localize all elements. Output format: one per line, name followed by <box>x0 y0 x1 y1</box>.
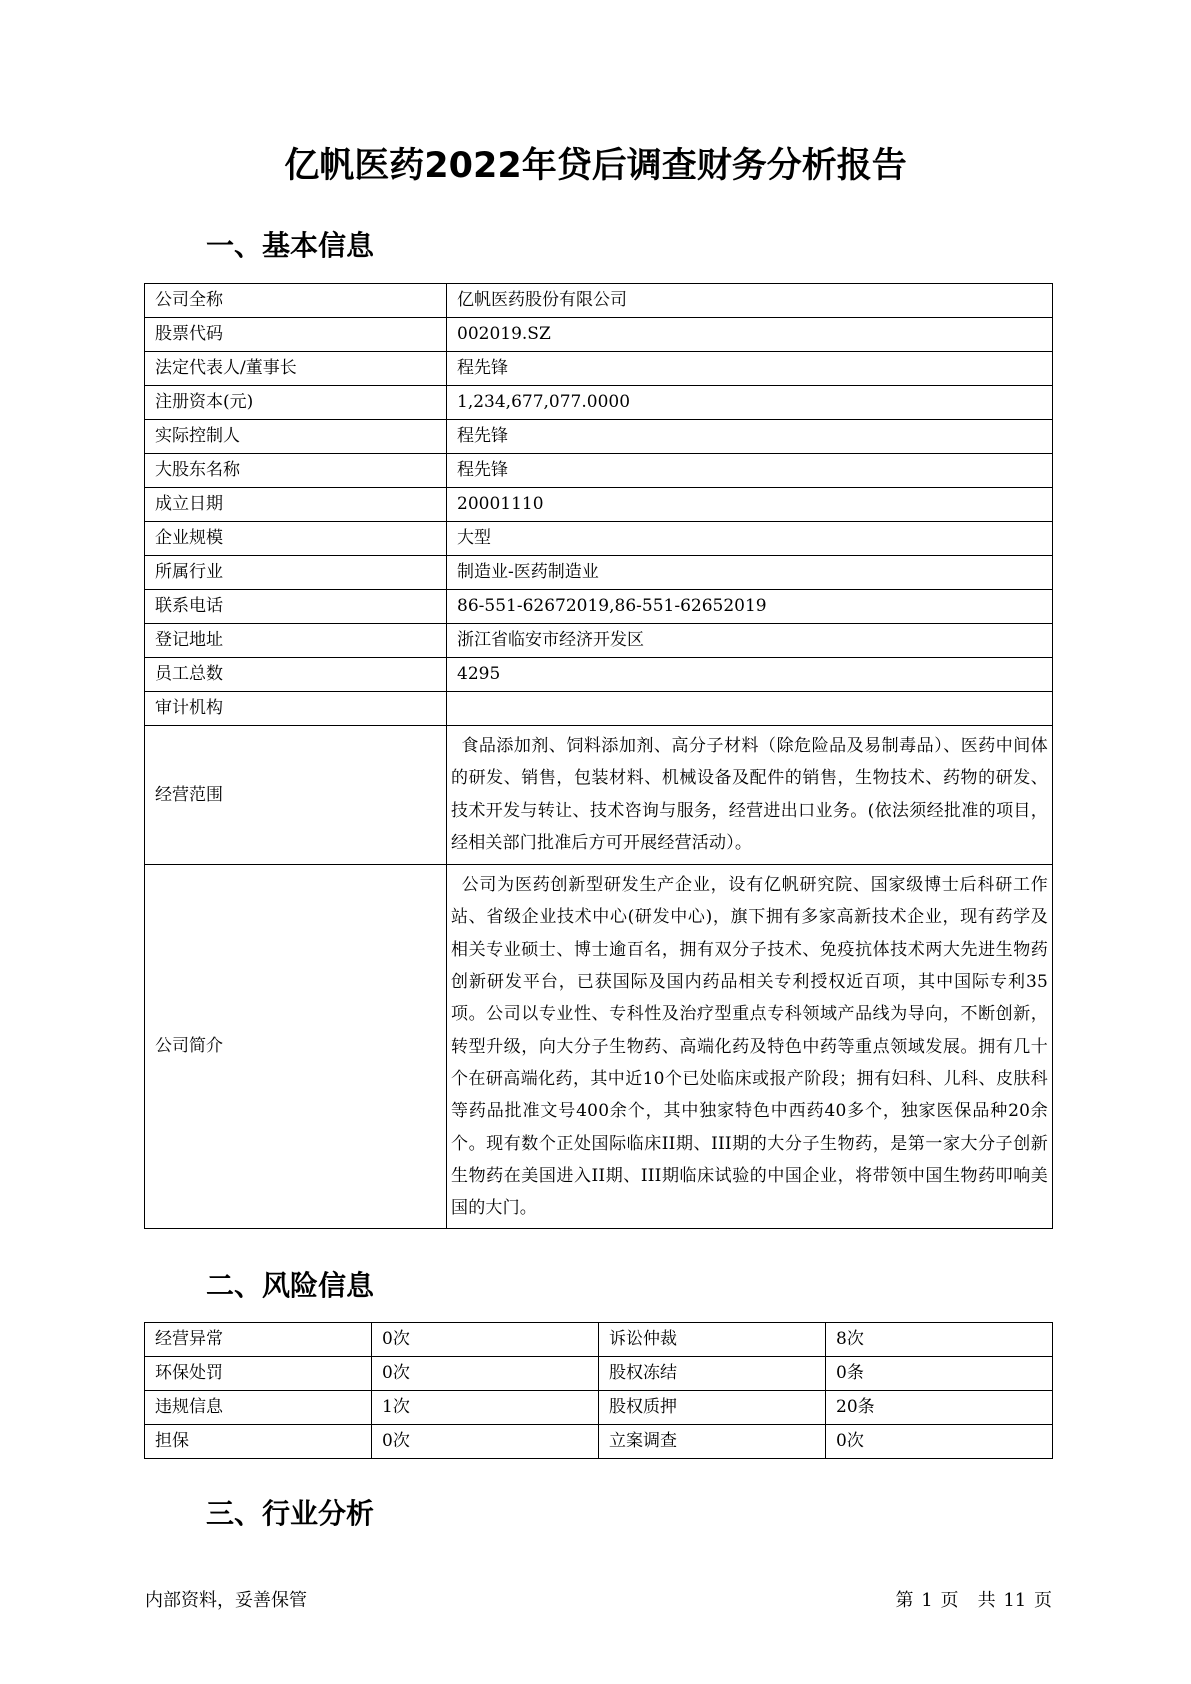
table-row <box>145 556 1053 590</box>
row-value: 4295 <box>447 658 1053 692</box>
risk-value: 0次 <box>372 1425 599 1459</box>
table-row <box>145 420 1053 454</box>
table-row <box>145 865 1053 1229</box>
basic-info-table <box>144 283 1053 1229</box>
risk-value: 8次 <box>826 1323 1053 1357</box>
table-row <box>145 386 1053 420</box>
risk-value: 0条 <box>826 1357 1053 1391</box>
page-indicator <box>895 1586 1053 1612</box>
risk-info-body <box>145 1323 1053 1459</box>
row-value: 1,234,677,077.0000 <box>447 386 1053 420</box>
section-heading-risk-info: 二、风险信息 <box>206 1269 375 1302</box>
row-label: 注册资本(元) <box>145 386 447 420</box>
table-row <box>145 454 1053 488</box>
report-title: 亿帆医药2022年贷后调查财务分析报告 <box>284 146 907 186</box>
row-value: 制造业-医药制造业 <box>447 556 1053 590</box>
risk-label: 违规信息 <box>145 1391 372 1425</box>
row-value: 20001110 <box>447 488 1053 522</box>
row-label: 经营范围 <box>145 726 447 865</box>
table-row <box>145 488 1053 522</box>
risk-value: 1次 <box>372 1391 599 1425</box>
row-value: 86-551-62672019,86-551-62652019 <box>447 590 1053 624</box>
table-row <box>145 1323 1053 1357</box>
basic-info-body <box>145 284 1053 726</box>
risk-label: 担保 <box>145 1425 372 1459</box>
risk-label: 诉讼仲裁 <box>599 1323 826 1357</box>
page-prefix: 第 <box>895 1590 914 1611</box>
table-row <box>145 692 1053 726</box>
row-label: 所属行业 <box>145 556 447 590</box>
table-row <box>145 1425 1053 1459</box>
risk-value: 0次 <box>372 1357 599 1391</box>
row-label: 企业规模 <box>145 522 447 556</box>
row-label: 实际控制人 <box>145 420 447 454</box>
total-pages: 11 <box>1003 1590 1027 1611</box>
section-heading-basic-info: 一、基本信息 <box>206 229 375 262</box>
row-value: 程先锋 <box>447 454 1053 488</box>
page-number: 1 <box>921 1590 933 1611</box>
risk-label: 股权质押 <box>599 1391 826 1425</box>
risk-label: 立案调查 <box>599 1425 826 1459</box>
business-scope-text <box>447 726 1053 865</box>
company-intro-value: 公司为医药创新型研发生产企业，设有亿帆研究院、国家级博士后科研工作站、省级企业技术中心(研发中心)，旗下拥有多家高新技术企业，现有药学及相关专业硕士、博士逾百名，拥有双分子技术、免疫抗体技术两大先进生物药创新研发平台，已获国际及国内药品相关专利授权近百项，其中国际专利35项。公司以专业性、专科性及治疗型重点专科领域产品线为导向，不断创新，转型升级，向大分子生物药、高端化药及特色中药等重点领域发展。拥有几十个在研高端化药，其中近10个已处临床或报产阶段；拥有妇科、儿科、皮肤科等药品批准文号400余个，其中独家特色中西药40多个，独家医保品种20余个。现有数个正处国际临床II期、III期的大分子生物药，是第一家大分子创新生物药在美国进入II期、III期临床试验的中国企业，将带领中国生物药叩响美国的大门。 <box>451 875 1048 1219</box>
row-value: 002019.SZ <box>447 318 1053 352</box>
row-label: 法定代表人/董事长 <box>145 352 447 386</box>
row-label: 成立日期 <box>145 488 447 522</box>
row-label: 公司简介 <box>145 865 447 1229</box>
row-value: 浙江省临安市经济开发区 <box>447 624 1053 658</box>
table-row <box>145 726 1053 865</box>
row-label: 大股东名称 <box>145 454 447 488</box>
table-row <box>145 624 1053 658</box>
table-row <box>145 1357 1053 1391</box>
total-unit: 页 <box>1034 1590 1052 1611</box>
risk-label: 经营异常 <box>145 1323 372 1357</box>
table-row <box>145 658 1053 692</box>
page-unit: 页 <box>940 1590 959 1611</box>
risk-label: 股权冻结 <box>599 1357 826 1391</box>
row-label: 联系电话 <box>145 590 447 624</box>
row-label: 登记地址 <box>145 624 447 658</box>
footer-confidential-note: 内部资料，妥善保管 <box>145 1590 307 1611</box>
row-value: 程先锋 <box>447 420 1053 454</box>
table-row <box>145 318 1053 352</box>
total-prefix: 共 <box>977 1590 996 1611</box>
risk-label: 环保处罚 <box>145 1357 372 1391</box>
risk-value: 20条 <box>826 1391 1053 1425</box>
row-value <box>447 692 1053 726</box>
risk-info-table <box>144 1322 1053 1459</box>
table-row <box>145 522 1053 556</box>
table-row <box>145 590 1053 624</box>
row-label: 公司全称 <box>145 284 447 318</box>
row-value: 亿帆医药股份有限公司 <box>447 284 1053 318</box>
row-label: 员工总数 <box>145 658 447 692</box>
row-label: 股票代码 <box>145 318 447 352</box>
row-label: 审计机构 <box>145 692 447 726</box>
table-row <box>145 352 1053 386</box>
row-value: 程先锋 <box>447 352 1053 386</box>
table-row <box>145 284 1053 318</box>
risk-value: 0次 <box>826 1425 1053 1459</box>
business-scope-value: 食品添加剂、饲料添加剂、高分子材料（除危险品及易制毒品）、医药中间体的研发、销售，包装材料、机械设备及配件的销售，生物技术、药物的研发、技术开发与转让、技术咨询与服务，经营进出口业务。(依法须经批准的项目，经相关部门批准后方可开展经营活动）。 <box>451 736 1048 853</box>
section-heading-industry-analysis: 三、行业分析 <box>206 1497 375 1530</box>
company-intro-text <box>447 865 1053 1229</box>
row-value: 大型 <box>447 522 1053 556</box>
risk-value: 0次 <box>372 1323 599 1357</box>
table-row <box>145 1391 1053 1425</box>
